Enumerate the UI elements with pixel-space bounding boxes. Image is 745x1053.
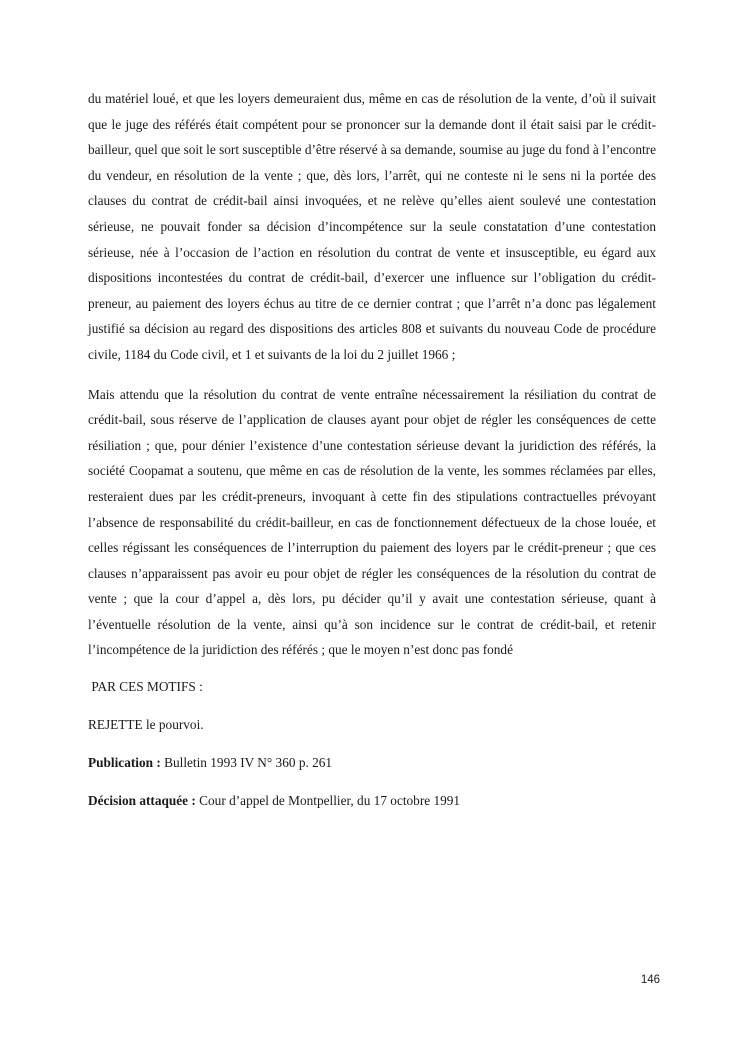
- publication-label: Publication :: [88, 755, 161, 771]
- page-number: 146: [640, 974, 660, 986]
- ruling-line: REJETTE le pourvoi.: [88, 717, 204, 733]
- decision-label: Décision attaquée :: [88, 793, 196, 809]
- motifs-text: PAR CES MOTIFS :: [88, 679, 203, 695]
- decision-value: Cour d’appel de Montpellier, du 17 octobre 1991: [195, 793, 461, 809]
- body-paragraph-2: Mais attendu que la résolution du contrat de vente entraîne nécessairement la résiliation du contrat de crédit-bail, sous réserve de l’application de clauses ayant pour objet de régler les conséquences de cette résiliation ; que, pour dénier l’existence d’une contestation sérieuse devant la juridiction des référés, la société Coopamat a soutenu, que même en cas de résolution de la vente, les sommes réclamées par elles, resteraient dues par les crédit-preneurs, invoquant à cette fin des stipulations contractuelles prévoyant l’absence de responsabilité du crédit-bailleur, en cas de fonctionnement défectueux de la chose louée, et celles régissant les conséquences de l’interruption du paiement des loyers par le crédit-preneur ; que ces clauses n’apparaissent pas avoir eu pour objet de régler les conséquences de la résolution du contrat de vente ; que la cour d’appel a, dès lors, pu décider qu’il y avait une contestation sérieuse, quant à l’éventuelle résolution de la vente, ainsi qu’à son incidence sur le contrat de crédit-bail, et retenir l’incompétence de la juridiction des référés ; que le moyen n’est donc pas fondé: [88, 386, 656, 658]
- publication-line: [88, 753, 656, 773]
- decision-line: [88, 791, 656, 811]
- body-paragraph-1: du matériel loué, et que les loyers demeuraient dus, même en cas de résolution de la vente, d’où il suivait que le juge des référés était compétent pour se prononcer sur la demande dont il était saisi par le crédit-bailleur, quel que soit le sort susceptible d’être réservé à sa demande, soumise au juge du fond à l’encontre du vendeur, en résolution de la vente ; que, dès lors, l’arrêt, qui ne conteste ni le sens ni la portée des clauses du contrat de crédit-bail ainsi invoquées, et ne relève qu’elles aient soulevé une contestation sérieuse, ne pouvait fonder sa décision d’incompétence sur la seule constatation d’une contestation sérieuse, née à l’occasion de l’action en résolution du contrat de vente et insusceptible, eu égard aux dispositions incontestées du contrat de crédit-bail, d’exercer une influence sur l’obligation du crédit-preneur, au paiement des loyers échus au titre de ce dernier contrat ; que l’arrêt n’a donc pas légalement justifié sa décision au regard des dispositions des articles 808 et suivants du nouveau Code de procédure civile, 1184 du Code civil, et 1 et suivants de la loi du 2 juillet 1966 ;: [88, 91, 656, 362]
- document-body: [88, 86, 656, 829]
- publication-value: Bulletin 1993 IV N° 360 p. 261: [160, 755, 333, 771]
- motifs-heading: [88, 677, 656, 697]
